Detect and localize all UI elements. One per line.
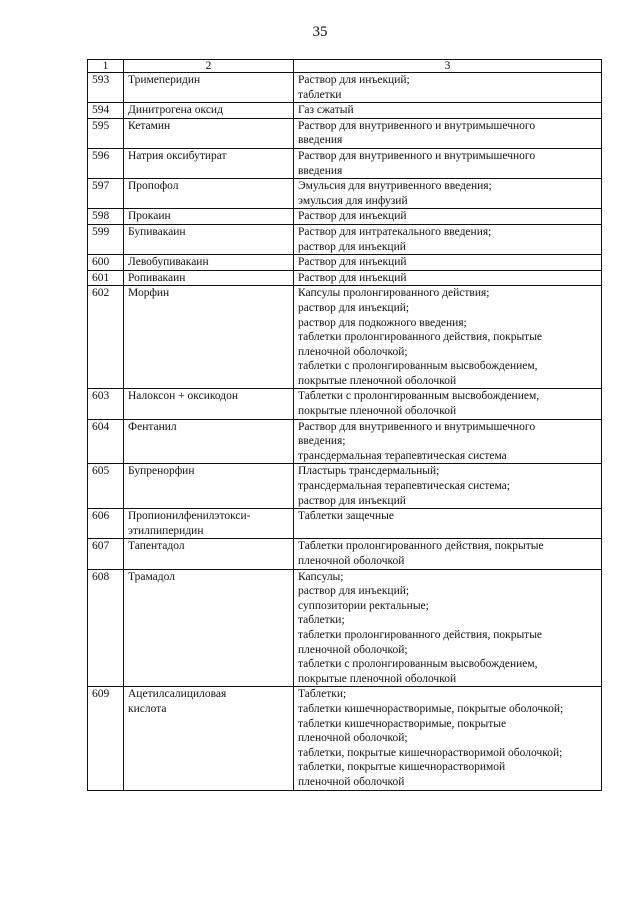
dosage-form-line: таблетки с пролонгированным высвобождением, [298, 360, 538, 373]
drug-name-line: этилпиперидин [128, 524, 204, 537]
drug-name-cell [124, 509, 294, 539]
drug-name-line: Пропионилфенилэтокси- [128, 510, 251, 523]
dosage-form-line: трансдермальная терапевтическая система; [298, 480, 510, 493]
dosage-form-line: Капсулы; [298, 570, 344, 583]
dosage-form-line: покрытые пленочной оболочкой [298, 405, 457, 418]
drug-name-cell [124, 687, 294, 790]
dosage-form-line: таблетки кишечнорастворимые, покрытые [298, 717, 507, 730]
drug-name-cell [124, 103, 294, 119]
drug-name-line: Прокаин [128, 210, 171, 223]
row-number: 607 [88, 539, 124, 569]
dosage-forms-cell [294, 209, 602, 225]
table-row [88, 103, 602, 119]
drug-name-cell [124, 389, 294, 419]
dosage-form-line: Газ сжатый [298, 104, 354, 117]
drug-name-line: Бупивакаин [128, 225, 186, 238]
drug-name-line: Фентанил [128, 420, 177, 433]
drug-name-cell [124, 286, 294, 389]
dosage-forms-cell [294, 270, 602, 286]
drug-name-line: Тапентадол [128, 540, 185, 553]
dosage-forms-cell [294, 179, 602, 209]
table-row [88, 687, 602, 790]
drug-name-line: Морфин [128, 287, 170, 300]
drug-name-cell [124, 209, 294, 225]
row-number: 596 [88, 148, 124, 178]
dosage-forms-cell [294, 286, 602, 389]
dosage-form-line: Раствор для внутривенного и внутримышечного [298, 420, 536, 433]
dosage-form-line: раствор для инъекций [298, 240, 406, 253]
dosage-forms-cell [294, 255, 602, 271]
dosage-form-line: таблетки; [298, 614, 345, 627]
drug-name-cell [124, 539, 294, 569]
row-number: 604 [88, 419, 124, 464]
dosage-form-line: Пластырь трансдермальный; [298, 465, 440, 478]
dosage-forms-cell [294, 389, 602, 419]
dosage-form-line: таблетки пролонгированного действия, покрытые [298, 331, 543, 344]
dosage-forms-cell [294, 539, 602, 569]
row-number: 605 [88, 464, 124, 509]
dosage-form-line: таблетки, покрытые кишечнорастворимой [298, 761, 506, 774]
dosage-form-line: пленочной оболочкой [298, 555, 405, 567]
dosage-form-line: таблетки с пролонгированным высвобождением, [298, 658, 538, 671]
row-number: 597 [88, 179, 124, 209]
dosage-form-line: раствор для подкожного введения; [298, 316, 467, 329]
drug-name-cell [124, 224, 294, 254]
dosage-form-line: раствор для инъекций; [298, 301, 410, 314]
drug-name-cell [124, 73, 294, 103]
dosage-form-line: Раствор для инъекций [298, 210, 407, 223]
dosage-form-line: Раствор для инъекций [298, 256, 407, 269]
drug-name-line: Пропофол [128, 180, 179, 193]
drug-name-cell [124, 148, 294, 178]
column-header-number: 1 [88, 60, 124, 73]
table-row [88, 270, 602, 286]
dosage-form-line: пленочной оболочкой; [298, 345, 408, 358]
dosage-form-line: таблетки кишечнорастворимые, покрытые оболочкой; [298, 702, 564, 715]
drug-name-line: кислота [128, 702, 167, 715]
dosage-form-line: Раствор для интратекального введения; [298, 225, 492, 238]
dosage-form-line: Таблетки защечные [298, 510, 394, 523]
dosage-form-line: суппозитории ректальные; [298, 599, 429, 612]
table-row [88, 179, 602, 209]
dosage-forms-cell [294, 224, 602, 254]
dosage-forms-cell [294, 103, 602, 119]
dosage-form-line: введения [298, 134, 343, 147]
dosage-form-line: Раствор для внутривенного и внутримышечного [298, 149, 536, 162]
table-row [88, 255, 602, 271]
table-row [88, 286, 602, 389]
drug-name-line: Левобупивакаин [128, 256, 209, 269]
table-row [88, 148, 602, 178]
drug-name-cell [124, 419, 294, 464]
dosage-forms-cell [294, 419, 602, 464]
table-row [88, 209, 602, 225]
drug-name-line: Бупренорфин [128, 465, 195, 478]
row-number: 595 [88, 118, 124, 148]
dosage-form-line: введения [298, 164, 343, 177]
table-row [88, 224, 602, 254]
dosage-form-line: пленочной оболочкой; [298, 643, 408, 656]
drug-name-line: Трамадол [128, 570, 175, 583]
table-row [88, 118, 602, 148]
drug-name-cell [124, 464, 294, 509]
drug-name-line: Налоксон + оксикодон [128, 390, 239, 403]
drug-name-line: Натрия оксибутират [128, 149, 227, 162]
dosage-form-line: Раствор для инъекций [298, 271, 407, 284]
dosage-form-line: Таблетки; [298, 688, 347, 701]
table-row [88, 509, 602, 539]
dosage-form-line: пленочной оболочкой; [298, 732, 408, 745]
drug-name-cell [124, 118, 294, 148]
table-header-row [88, 60, 602, 73]
row-number: 608 [88, 569, 124, 687]
dosage-form-line: Таблетки с пролонгированным высвобождением, [298, 390, 540, 403]
drug-table [87, 59, 602, 791]
column-header-name: 2 [124, 60, 294, 73]
row-number: 598 [88, 209, 124, 225]
column-header-forms: 3 [294, 60, 602, 73]
table-row [88, 73, 602, 103]
drug-name-line: Кетамин [128, 119, 171, 132]
row-number: 609 [88, 687, 124, 790]
dosage-form-line: таблетки [298, 88, 342, 101]
row-number: 601 [88, 270, 124, 286]
table-row [88, 539, 602, 569]
dosage-form-line: покрытые пленочной оболочкой [298, 374, 457, 387]
dosage-form-line: Эмульсия для внутривенного введения; [298, 180, 492, 193]
drug-name-cell [124, 569, 294, 687]
dosage-forms-cell [294, 118, 602, 148]
row-number: 593 [88, 73, 124, 103]
drug-name-line: Динитрогена оксид [128, 104, 223, 117]
drug-name-cell [124, 270, 294, 286]
dosage-forms-cell [294, 73, 602, 103]
dosage-form-line: Капсулы пролонгированного действия; [298, 287, 490, 300]
dosage-forms-cell [294, 464, 602, 509]
dosage-form-line: таблетки, покрытые кишечнорастворимой оболочкой; [298, 746, 563, 759]
drug-name-cell [124, 179, 294, 209]
dosage-form-line: раствор для инъекций [298, 494, 406, 507]
table-row [88, 569, 602, 687]
row-number: 600 [88, 255, 124, 271]
table-row [88, 389, 602, 419]
dosage-form-line: покрытые пленочной оболочкой [298, 672, 457, 685]
dosage-forms-cell [294, 509, 602, 539]
dosage-forms-cell [294, 569, 602, 687]
row-number: 599 [88, 224, 124, 254]
table-row [88, 419, 602, 464]
row-number: 603 [88, 389, 124, 419]
dosage-form-line: раствор для инъекций; [298, 585, 410, 598]
drug-name-line: Тримеперидин [128, 74, 201, 86]
dosage-form-line: трансдермальная терапевтическая система [298, 449, 507, 462]
dosage-form-line: Раствор для инъекций; [298, 74, 410, 86]
dosage-form-line: эмульсия для инфузий [298, 194, 408, 207]
dosage-form-line: Таблетки пролонгированного действия, покрытые [298, 540, 544, 553]
dosage-form-line: Раствор для внутривенного и внутримышечного [298, 119, 536, 132]
row-number: 606 [88, 509, 124, 539]
dosage-form-line: таблетки пролонгированного действия, покрытые [298, 628, 543, 641]
dosage-forms-cell [294, 148, 602, 178]
drug-name-cell [124, 255, 294, 271]
dosage-forms-cell [294, 687, 602, 790]
drug-name-line: Ацетилсалициловая [128, 688, 227, 701]
dosage-form-line: пленочной оболочкой [298, 775, 405, 788]
table-row [88, 464, 602, 509]
dosage-form-line: введения; [298, 435, 346, 448]
drug-name-line: Ропивакаин [128, 271, 186, 284]
row-number: 594 [88, 103, 124, 119]
row-number: 602 [88, 286, 124, 389]
table-body [88, 73, 602, 791]
page-number: 35 [312, 24, 328, 40]
